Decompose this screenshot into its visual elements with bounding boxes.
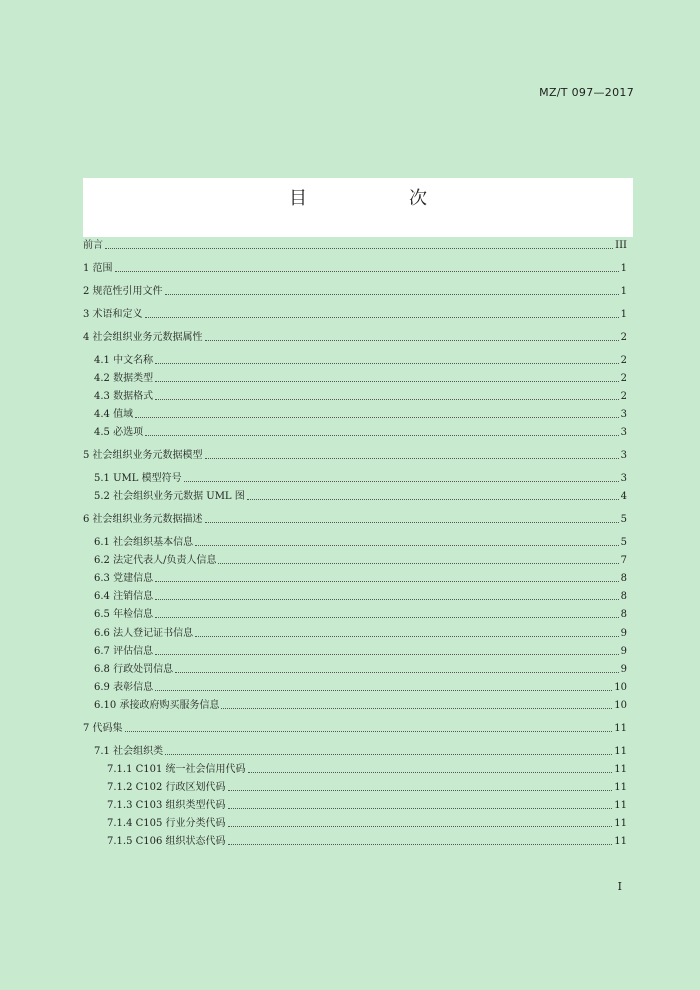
toc-entry-page: 3: [620, 473, 627, 484]
toc-entry[interactable]: [83, 305, 627, 321]
toc-entry-page: 8: [620, 591, 627, 602]
toc-entry[interactable]: [83, 423, 627, 439]
toc-entry-page: 2: [620, 355, 627, 366]
toc-entry-label: 7.1.2 C102 行政区划代码: [107, 782, 226, 793]
toc-entry[interactable]: [83, 696, 627, 712]
toc-entry-label: 3 术语和定义: [83, 309, 143, 320]
toc-entry-page: 1: [620, 309, 627, 320]
toc-entry-label: 6.3 党建信息: [94, 573, 154, 584]
toc-entry[interactable]: [83, 832, 627, 848]
toc-entry-label: 6.7 评估信息: [94, 646, 154, 657]
toc-entry-label: 4.2 数据类型: [94, 373, 154, 384]
toc-leader-dots: [228, 844, 613, 845]
toc-entry-label: 5 社会组织业务元数据模型: [83, 450, 203, 461]
toc-entry-page: 5: [620, 514, 627, 525]
toc-entry-page: 8: [620, 609, 627, 620]
toc-entry-page: 2: [620, 373, 627, 384]
toc-entry[interactable]: [83, 796, 627, 812]
toc-leader-dots: [105, 248, 613, 249]
toc-entry-page: 9: [620, 628, 627, 639]
toc-entry-page: III: [615, 240, 627, 251]
standard-code: MZ/T 097—2017: [539, 86, 634, 99]
toc-entry[interactable]: [83, 351, 627, 367]
toc-leader-dots: [205, 340, 619, 341]
toc-entry-label: 7 代码集: [83, 723, 123, 734]
toc-entry-label: 7.1.1 C101 统一社会信用代码: [107, 764, 246, 775]
toc-entry[interactable]: [83, 533, 627, 549]
toc-entry[interactable]: [83, 551, 627, 567]
toc-leader-dots: [195, 545, 619, 546]
toc-entry[interactable]: [83, 236, 627, 252]
toc-entry-page: 10: [614, 682, 627, 693]
toc-leader-dots: [145, 317, 619, 318]
toc-entry[interactable]: [83, 328, 627, 344]
toc-entry-page: 11: [614, 836, 627, 847]
toc-leader-dots: [155, 399, 619, 400]
toc-entry[interactable]: [83, 405, 627, 421]
toc-entry-page: 8: [620, 573, 627, 584]
toc-entry[interactable]: [83, 369, 627, 385]
toc-entry[interactable]: [83, 487, 627, 503]
page-title: 目 次: [289, 188, 449, 209]
toc-entry[interactable]: [83, 510, 627, 526]
toc-entry[interactable]: [83, 605, 627, 621]
toc-entry-label: 6.4 注销信息: [94, 591, 154, 602]
toc-leader-dots: [184, 481, 619, 482]
toc-entry-page: 10: [614, 700, 627, 711]
toc-entry-label: 5.2 社会组织业务元数据 UML 图: [94, 491, 245, 502]
toc-entry[interactable]: [83, 387, 627, 403]
toc-leader-dots: [155, 581, 619, 582]
toc-entry-page: 3: [620, 409, 627, 420]
toc-leader-dots: [155, 381, 619, 382]
toc-entry-page: 11: [614, 782, 627, 793]
toc-leader-dots: [125, 731, 613, 732]
toc-entry-label: 6.10 承接政府购买服务信息: [94, 700, 220, 711]
toc-entry[interactable]: [83, 469, 627, 485]
toc-entry-page: 9: [620, 664, 627, 675]
toc-entry-page: 2: [620, 391, 627, 402]
toc-leader-dots: [155, 690, 612, 691]
toc-entry-page: 4: [620, 491, 627, 502]
toc-entry-label: 4.3 数据格式: [94, 391, 154, 402]
toc-entry[interactable]: [83, 719, 627, 735]
toc-entry[interactable]: [83, 814, 627, 830]
toc-entry[interactable]: [83, 660, 627, 676]
toc-entry-label: 7.1.4 C105 行业分类代码: [107, 818, 226, 829]
toc-leader-dots: [155, 599, 619, 600]
toc-entry-label: 6.5 年检信息: [94, 609, 154, 620]
toc-entry-page: 1: [620, 263, 627, 274]
toc-entry-label: 前言: [83, 240, 103, 251]
toc-entry[interactable]: [83, 642, 627, 658]
toc-entry-page: 11: [614, 764, 627, 775]
toc-entry[interactable]: [83, 742, 627, 758]
toc-entry-page: 1: [620, 286, 627, 297]
toc-leader-dots: [205, 458, 619, 459]
toc-entry-page: 11: [614, 723, 627, 734]
toc-entry-page: 7: [620, 555, 627, 566]
toc-entry-label: 2 规范性引用文件: [83, 286, 163, 297]
toc-entry-page: 3: [620, 427, 627, 438]
toc-leader-dots: [195, 636, 619, 637]
toc-leader-dots: [228, 808, 613, 809]
toc-entry-label: 7.1 社会组织类: [94, 746, 164, 757]
toc-entry-page: 9: [620, 646, 627, 657]
toc-leader-dots: [205, 522, 619, 523]
toc-leader-dots: [221, 708, 612, 709]
toc-entry-label: 4 社会组织业务元数据属性: [83, 332, 203, 343]
toc-leader-dots: [155, 363, 619, 364]
toc-entry-label: 6.6 法人登记证书信息: [94, 628, 194, 639]
toc-leader-dots: [115, 271, 619, 272]
toc-entry[interactable]: [83, 624, 627, 640]
toc-leader-dots: [228, 790, 613, 791]
toc-entry-label: 6.9 表彰信息: [94, 682, 154, 693]
toc-entry-page: 11: [614, 746, 627, 757]
toc-entry-page: 2: [620, 332, 627, 343]
toc-leader-dots: [218, 563, 618, 564]
toc-entry[interactable]: [83, 282, 627, 298]
toc-entry[interactable]: [83, 760, 627, 776]
toc-leader-dots: [145, 435, 619, 436]
toc-entry-label: 4.4 值域: [94, 409, 134, 420]
title-box: [83, 178, 633, 237]
toc-entry-label: 6.8 行政处罚信息: [94, 664, 174, 675]
toc-entry[interactable]: [83, 259, 627, 275]
toc-entry-page: 5: [620, 537, 627, 548]
toc-leader-dots: [135, 417, 619, 418]
toc-entry-page: 3: [620, 450, 627, 461]
toc-entry[interactable]: [83, 569, 627, 585]
toc-entry-label: 5.1 UML 模型符号: [94, 473, 182, 484]
toc-leader-dots: [155, 654, 619, 655]
toc-entry-page: 11: [614, 818, 627, 829]
toc-entry-label: 6.2 法定代表人/负责人信息: [94, 555, 217, 566]
toc-entry-label: 6 社会组织业务元数据描述: [83, 514, 203, 525]
toc-leader-dots: [175, 672, 619, 673]
toc-leader-dots: [248, 772, 613, 773]
toc-entry-label: 4.5 必选项: [94, 427, 144, 438]
toc-entry[interactable]: [83, 587, 627, 603]
toc-entry[interactable]: [83, 446, 627, 462]
toc-entry-label: 4.1 中文名称: [94, 355, 154, 366]
toc-entry-label: 6.1 社会组织基本信息: [94, 537, 194, 548]
toc-entry-page: 11: [614, 800, 627, 811]
toc-entry-label: 1 范围: [83, 263, 113, 274]
footer-page-number: I: [617, 880, 622, 893]
toc-leader-dots: [247, 499, 619, 500]
toc-entry[interactable]: [83, 778, 627, 794]
toc-entry[interactable]: [83, 678, 627, 694]
toc-leader-dots: [155, 617, 619, 618]
toc-entry-label: 7.1.3 C103 组织类型代码: [107, 800, 226, 811]
toc-leader-dots: [165, 754, 612, 755]
toc-leader-dots: [165, 294, 619, 295]
toc-leader-dots: [228, 826, 613, 827]
toc-entry-label: 7.1.5 C106 组织状态代码: [107, 836, 226, 847]
